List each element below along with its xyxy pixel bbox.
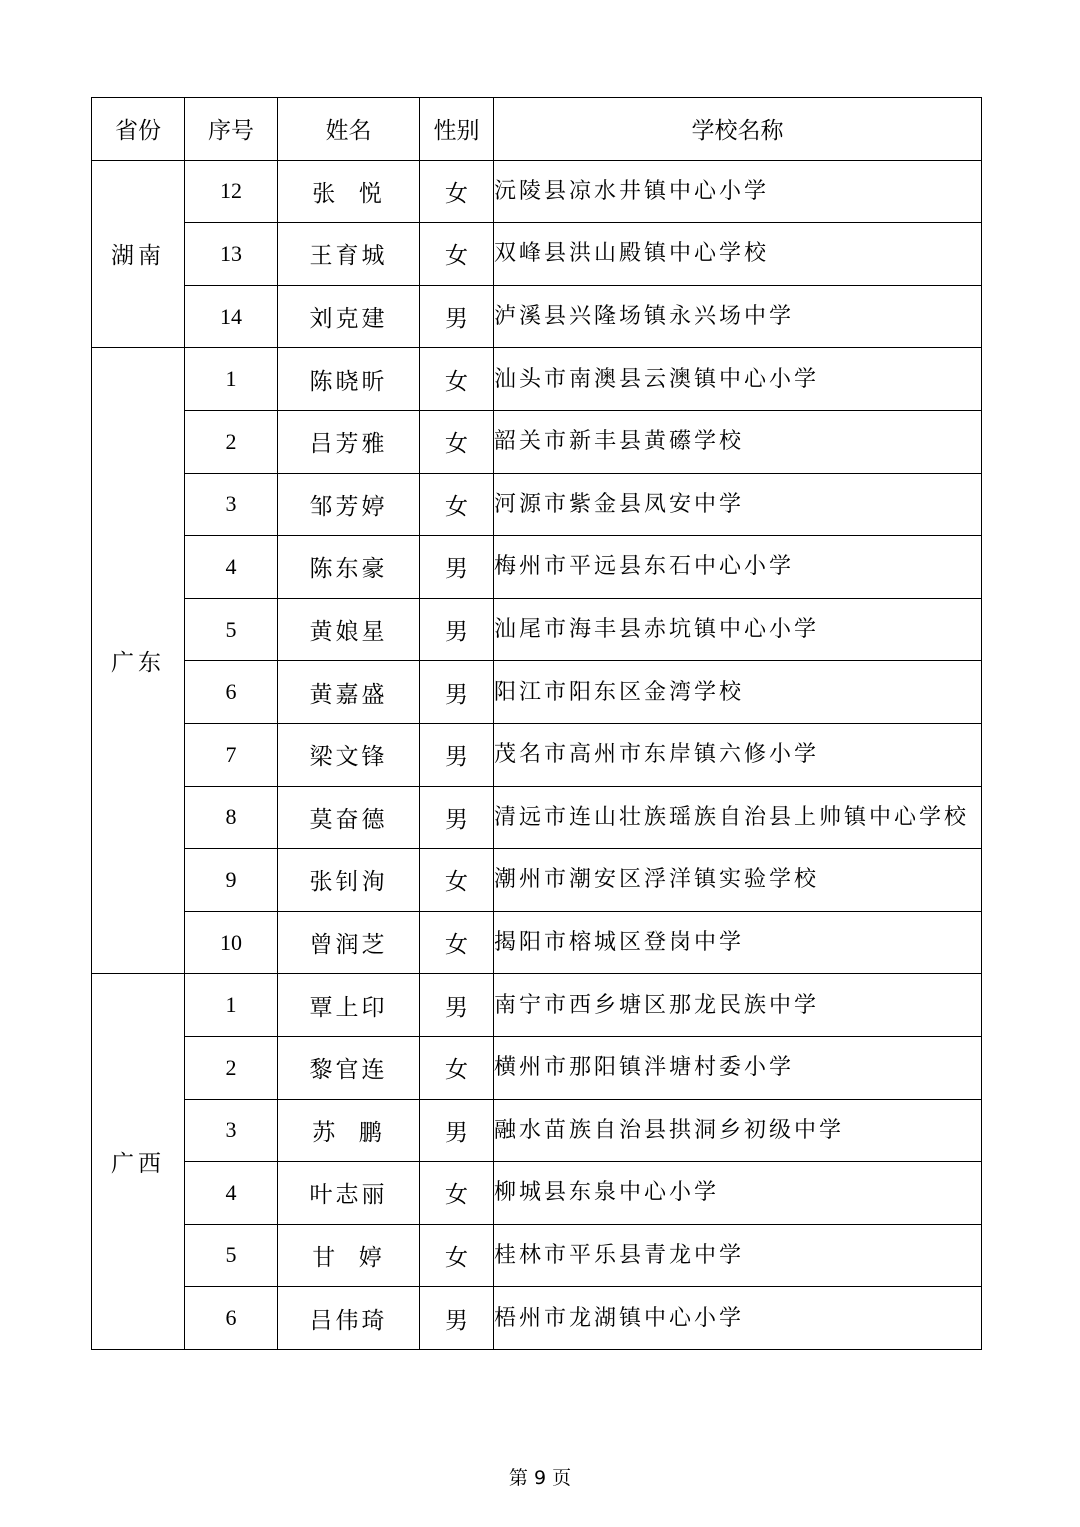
gender-cell: 男 xyxy=(420,974,494,1037)
seq-cell: 1 xyxy=(185,974,278,1037)
page-number: 第 9 页 xyxy=(508,1467,572,1489)
seq-cell: 2 xyxy=(185,1036,278,1099)
seq-cell: 12 xyxy=(185,160,278,223)
school-cell: 阳江市阳东区金湾学校 xyxy=(494,661,982,724)
school-cell: 潮州市潮安区浮洋镇实验学校 xyxy=(494,849,982,912)
gender-cell: 男 xyxy=(420,536,494,599)
table-row xyxy=(92,849,982,912)
name-cell: 陈晓昕 xyxy=(278,348,420,411)
seq-cell: 4 xyxy=(185,1162,278,1225)
header-row xyxy=(92,98,982,161)
table-row xyxy=(92,1224,982,1287)
table-row xyxy=(92,285,982,348)
seq-cell: 3 xyxy=(185,1099,278,1162)
header-seq: 序号 xyxy=(185,98,278,161)
name-cell: 苏 鹏 xyxy=(278,1099,420,1162)
header-school: 学校名称 xyxy=(494,98,982,161)
gender-cell: 女 xyxy=(420,410,494,473)
seq-cell: 5 xyxy=(185,1224,278,1287)
school-cell: 柳城县东泉中心小学 xyxy=(494,1162,982,1225)
table-row xyxy=(92,160,982,223)
seq-cell: 6 xyxy=(185,1287,278,1350)
table-row xyxy=(92,661,982,724)
table-row xyxy=(92,1162,982,1225)
province-cell: 广西 xyxy=(92,974,185,1350)
school-cell: 双峰县洪山殿镇中心学校 xyxy=(494,223,982,286)
header-province: 省份 xyxy=(92,98,185,161)
school-cell: 桂林市平乐县青龙中学 xyxy=(494,1224,982,1287)
gender-cell: 女 xyxy=(420,473,494,536)
name-cell: 张钊洵 xyxy=(278,849,420,912)
table-row xyxy=(92,410,982,473)
gender-cell: 女 xyxy=(420,911,494,974)
school-cell: 横州市那阳镇泮塘村委小学 xyxy=(494,1036,982,1099)
table-row xyxy=(92,1287,982,1350)
school-cell: 沅陵县凉水井镇中心小学 xyxy=(494,160,982,223)
seq-cell: 9 xyxy=(185,849,278,912)
name-cell: 刘克建 xyxy=(278,285,420,348)
name-cell: 陈东豪 xyxy=(278,536,420,599)
seq-cell: 10 xyxy=(185,911,278,974)
seq-cell: 5 xyxy=(185,598,278,661)
name-cell: 吕伟琦 xyxy=(278,1287,420,1350)
gender-cell: 女 xyxy=(420,348,494,411)
name-cell: 王育城 xyxy=(278,223,420,286)
gender-cell: 男 xyxy=(420,1287,494,1350)
name-cell: 叶志丽 xyxy=(278,1162,420,1225)
gender-cell: 男 xyxy=(420,723,494,786)
header-gender: 性别 xyxy=(420,98,494,161)
seq-cell: 13 xyxy=(185,223,278,286)
gender-cell: 女 xyxy=(420,1224,494,1287)
gender-cell: 女 xyxy=(420,223,494,286)
table-row xyxy=(92,223,982,286)
name-cell: 邹芳婷 xyxy=(278,473,420,536)
name-cell: 黄嘉盛 xyxy=(278,661,420,724)
name-cell: 黄娘星 xyxy=(278,598,420,661)
table-row xyxy=(92,598,982,661)
school-cell: 汕尾市海丰县赤坑镇中心小学 xyxy=(494,598,982,661)
table-header xyxy=(92,98,982,161)
name-cell: 曾润芝 xyxy=(278,911,420,974)
table-row xyxy=(92,974,982,1037)
gender-cell: 女 xyxy=(420,849,494,912)
name-cell: 张 悦 xyxy=(278,160,420,223)
school-cell: 茂名市高州市东岸镇六修小学 xyxy=(494,723,982,786)
table-row xyxy=(92,1099,982,1162)
seq-cell: 4 xyxy=(185,536,278,599)
seq-cell: 1 xyxy=(185,348,278,411)
name-cell: 黎官连 xyxy=(278,1036,420,1099)
province-cell: 湖南 xyxy=(92,160,185,348)
name-cell: 覃上印 xyxy=(278,974,420,1037)
gender-cell: 女 xyxy=(420,160,494,223)
name-cell: 甘 婷 xyxy=(278,1224,420,1287)
seq-cell: 8 xyxy=(185,786,278,849)
school-cell: 河源市紫金县凤安中学 xyxy=(494,473,982,536)
header-name: 姓名 xyxy=(278,98,420,161)
roster-table xyxy=(91,97,982,1350)
gender-cell: 女 xyxy=(420,1162,494,1225)
seq-cell: 3 xyxy=(185,473,278,536)
table-row xyxy=(92,536,982,599)
school-cell: 梅州市平远县东石中心小学 xyxy=(494,536,982,599)
school-cell: 梧州市龙湖镇中心小学 xyxy=(494,1287,982,1350)
table-row xyxy=(92,911,982,974)
school-cell: 揭阳市榕城区登岗中学 xyxy=(494,911,982,974)
school-cell: 韶关市新丰县黄礤学校 xyxy=(494,410,982,473)
table-row xyxy=(92,473,982,536)
school-cell: 南宁市西乡塘区那龙民族中学 xyxy=(494,974,982,1037)
seq-cell: 2 xyxy=(185,410,278,473)
province-cell: 广东 xyxy=(92,348,185,974)
gender-cell: 女 xyxy=(420,1036,494,1099)
school-cell: 清远市连山壮族瑶族自治县上帅镇中心学校 xyxy=(494,786,982,849)
gender-cell: 男 xyxy=(420,786,494,849)
school-cell: 泸溪县兴隆场镇永兴场中学 xyxy=(494,285,982,348)
name-cell: 吕芳雅 xyxy=(278,410,420,473)
table-row xyxy=(92,1036,982,1099)
school-cell: 汕头市南澳县云澳镇中心小学 xyxy=(494,348,982,411)
seq-cell: 7 xyxy=(185,723,278,786)
gender-cell: 男 xyxy=(420,1099,494,1162)
name-cell: 莫奋德 xyxy=(278,786,420,849)
table-row xyxy=(92,348,982,411)
school-cell: 融水苗族自治县拱洞乡初级中学 xyxy=(494,1099,982,1162)
gender-cell: 男 xyxy=(420,598,494,661)
seq-cell: 14 xyxy=(185,285,278,348)
table-row xyxy=(92,786,982,849)
name-cell: 梁文锋 xyxy=(278,723,420,786)
seq-cell: 6 xyxy=(185,661,278,724)
gender-cell: 男 xyxy=(420,661,494,724)
table-body xyxy=(92,160,982,1349)
table-row xyxy=(92,723,982,786)
gender-cell: 男 xyxy=(420,285,494,348)
